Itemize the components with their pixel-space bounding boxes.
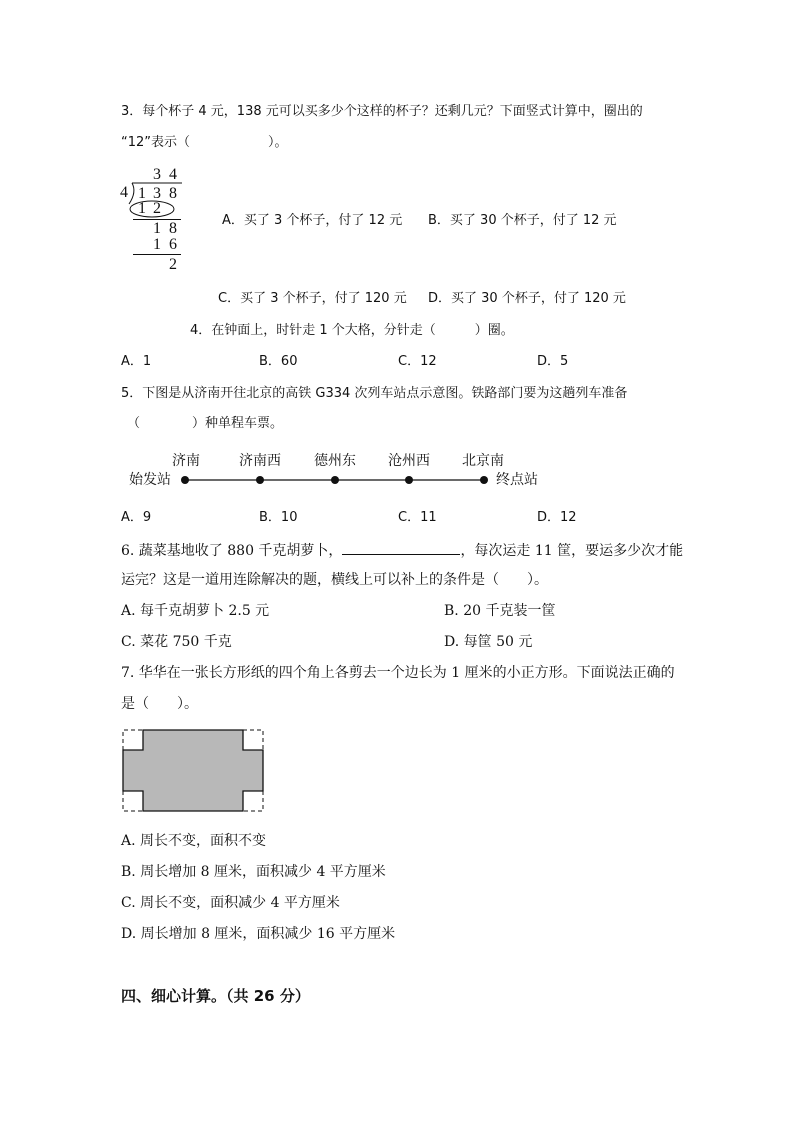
q4-option-b[interactable]: B．60 — [259, 354, 298, 369]
dividend-digit: 3 — [153, 185, 161, 202]
station-dot — [256, 476, 264, 484]
step1-digit: 1 — [138, 200, 146, 217]
end-station-label: 终点站 — [496, 472, 538, 488]
q3-option-a[interactable]: A．买了 3 个杯子，付了 12 元 — [222, 213, 403, 228]
station-dot — [181, 476, 189, 484]
start-station-label: 始发站 — [129, 472, 171, 488]
station-dot — [331, 476, 339, 484]
q3-stem-line1: 3．每个杯子 4 元，138 元可以买多少个这样的杯子？还剩几元？下面竖式计算中，圈出的 — [121, 104, 643, 119]
q5-option-c[interactable]: C．11 — [398, 510, 437, 525]
station-label: 沧州西 — [388, 453, 430, 469]
q4-option-d[interactable]: D．5 — [537, 354, 569, 369]
station-label: 德州东 — [314, 453, 356, 469]
q5-stem-line1: 5．下图是从济南开往北京的高铁 G334 次列车站点示意图。铁路部门要为这趟列车准备 — [121, 386, 628, 401]
q7-option-c[interactable]: C. 周长不变，面积减少 4 平方厘米 — [121, 895, 340, 911]
q7-option-d[interactable]: D. 周长增加 8 厘米，面积减少 16 平方厘米 — [121, 926, 396, 942]
q5-option-b[interactable]: B．10 — [259, 510, 298, 525]
q6-stem-line2: 运完？这是一道用连除解决的题，横线上可以补上的条件是（ ）。 — [121, 572, 548, 588]
cut-rectangle-figure — [120, 727, 270, 817]
q6-option-d[interactable]: D. 每筐 50 元 — [444, 634, 533, 650]
station-label: 济南 — [172, 453, 200, 469]
q6-stem-suffix: ，每次运走 11 筐，要运多少次才能 — [460, 543, 684, 559]
railway-line — [180, 472, 490, 488]
station-dot — [405, 476, 413, 484]
q5-option-a[interactable]: A．9 — [121, 510, 152, 525]
dividend-digit: 1 — [138, 185, 146, 202]
step2-digit: 8 — [169, 220, 177, 237]
division-rule — [133, 254, 181, 255]
q4-option-a[interactable]: A．1 — [121, 354, 152, 369]
dividend-digit: 8 — [169, 185, 177, 202]
divisor: 4 — [120, 184, 128, 201]
station-label: 北京南 — [462, 453, 504, 469]
step1-digit: 2 — [153, 200, 161, 217]
remainder: 2 — [169, 256, 177, 273]
q7-option-b[interactable]: B. 周长增加 8 厘米，面积减少 4 平方厘米 — [121, 864, 386, 880]
q3-option-c[interactable]: C．买了 3 个杯子，付了 120 元 — [218, 291, 407, 306]
q7-stem-line1: 7. 华华在一张长方形纸的四个角上各剪去一个边长为 1 厘米的小正方形。下面说法正确的 — [121, 665, 675, 681]
q6-option-a[interactable]: A. 每千克胡萝卜 2.5 元 — [121, 603, 270, 619]
q6-answer-blank[interactable] — [342, 542, 460, 555]
q3-stem-line2: “12”表示（ ）。 — [121, 135, 288, 150]
q5-option-d[interactable]: D．12 — [537, 510, 577, 525]
q3-option-d[interactable]: D．买了 30 个杯子，付了 120 元 — [428, 291, 626, 306]
step3-digit: 1 — [153, 236, 161, 253]
q6-option-b[interactable]: B. 20 千克装一筐 — [444, 603, 556, 619]
station-dot — [480, 476, 488, 484]
q7-option-a[interactable]: A. 周长不变，面积不变 — [121, 833, 267, 849]
q6-option-c[interactable]: C. 菜花 750 千克 — [121, 634, 232, 650]
step2-digit: 1 — [153, 220, 161, 237]
q4-stem: 4．在钟面上，时针走 1 个大格，分针走（ ）圈。 — [190, 323, 514, 338]
quotient-digit: 4 — [169, 166, 177, 183]
step3-digit: 6 — [169, 236, 177, 253]
q4-option-c[interactable]: C．12 — [398, 354, 437, 369]
station-label: 济南西 — [239, 453, 281, 469]
q7-stem-line2: 是（ ）。 — [121, 696, 198, 712]
quotient-digit: 3 — [153, 166, 161, 183]
section-heading: 四、细心计算。（共 26 分） — [121, 987, 310, 1005]
q6-stem-prefix: 6. 蔬菜基地收了 880 千克胡萝卜， — [121, 543, 343, 559]
q3-option-b[interactable]: B．买了 30 个杯子，付了 12 元 — [428, 213, 617, 228]
q6-stem-line1 — [121, 542, 683, 559]
q5-stem-line2: （ ）种单程车票。 — [127, 416, 284, 431]
